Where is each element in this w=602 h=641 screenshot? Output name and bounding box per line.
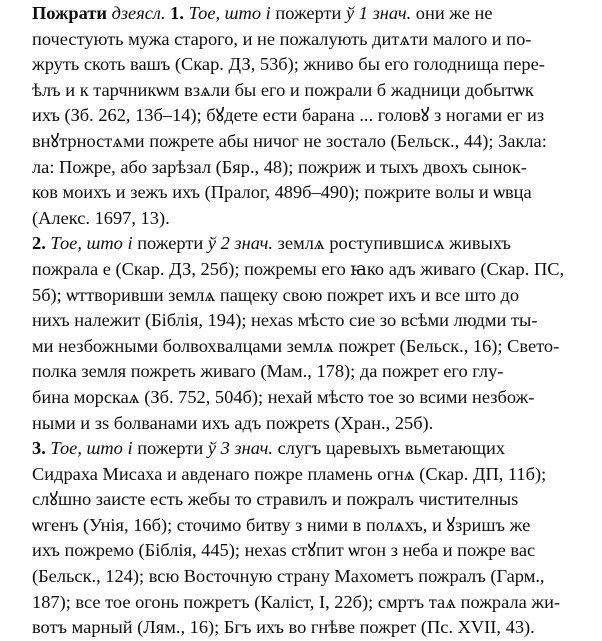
text-line: слꙋшно заисте есть жебы то стравилъ и пожралъ чистителныѕ: [32, 489, 519, 510]
cross-reference-sense: ў 2 знач.: [207, 233, 274, 254]
cross-reference-sense: ў 1 знач.: [346, 3, 412, 23]
text-line: 187); все тое огонь пожретъ (Каліст, І, 22б); смртъ таѧ пожрала жи-: [32, 591, 561, 612]
text-line: почестують мужа старого, и не пожалують дитѧти малого и по-: [32, 28, 532, 49]
text-line: (Алекс. 1697, 13).: [32, 207, 170, 228]
cross-reference-word: пожерти: [137, 233, 204, 254]
text-line: внꙋтрностѧми пожрете абы ничог не зостало (Бельск., 44); Закла:: [32, 130, 547, 151]
sense-number: 3.: [32, 438, 46, 459]
text-line: ла: Пожре, або зарѣзал (Бяр., 48); пожриж и тыхъ двохъ сынок-: [32, 156, 527, 177]
text-line: ков моихъ и зежъ ихъ (Пралог, 489б–490); пожрите волы и ѡвца: [32, 182, 532, 203]
text-line: жруть скоть вашъ (Скар. ДЗ, 53б); жниво бы его голоднища пере-: [32, 54, 545, 75]
text-line: [8, 1, 596, 27]
headword: Пожрати: [32, 3, 107, 23]
cross-reference-sense: ў 3 знач.: [207, 438, 274, 459]
sense-2-paragraph: [8, 231, 596, 436]
text-line: нихъ належит (Біблія, 194); нехаѕ мѣсто сие зо всѣми людми ты-: [32, 310, 538, 331]
text-line: бина морскаѧ (Зб. 752, 504б); нехай мѣсто тое зо всими незбож-: [32, 386, 535, 407]
text-segment: слугъ царевыхъ вьметающих: [273, 438, 506, 459]
text-line: (Бельск., 124); всю Восточную страну Махометъ пожралъ (Гарм.,: [32, 566, 545, 587]
text-line: ихъ (Зб. 262, 13б–14); бꙋдете ести барана ... головꙋ з ногами ег из: [32, 105, 545, 126]
text-line: ихъ пожремо (Біблія, 445); нехаѕ стꙋпит ѡгон з неба и пожре вас: [32, 540, 536, 561]
text-line: ми незбожными болвохвалцами землѧ пожрет (Бельск., 16); Свето-: [32, 335, 560, 356]
sense-definition: Тое, што і: [50, 233, 133, 254]
sense-number: 1.: [170, 3, 184, 23]
text-line: полка земля пожреть живаго (Мам., 178); да пожрет его глу-: [32, 361, 504, 382]
text-line: пожрала е (Скар. ДЗ, 25б); пожремы его ꙗко адъ живаго (Скар. ПС,: [32, 258, 565, 279]
text-line: 5б); ѡттворивши землѧ пащеку свою пожрет ихъ и все што до: [32, 284, 520, 305]
cross-reference-word: пожерти: [137, 438, 204, 459]
text-line: [8, 231, 596, 257]
text-segment: землѧ роступившисѧ живыхъ: [273, 233, 511, 254]
text-line: ѣлъ и к тарчникѡм взѧли бы его и пожрали б жадници добытѡк: [32, 79, 534, 100]
text-line: вотъ марный (Лям., 16); Бгъ ихъ во гнѣве пожрет (Пс. XVII, 43).: [32, 617, 535, 638]
text-line: ѡгенъ (Унія, 16б); сточимо битву з ними в полѧхъ, и ꙋзришъ же: [32, 514, 531, 535]
sense-3-paragraph: [8, 436, 596, 641]
sense-definition: Тое, што і: [50, 438, 133, 459]
part-of-speech: дзеясл.: [111, 3, 166, 23]
text-line: ными и зѕ болванами ихъ адъ пожретѕ (Хран., 25б).: [32, 412, 434, 433]
text-line: [8, 436, 596, 462]
cross-reference-word: пожерти: [275, 3, 342, 23]
sense-number: 2.: [32, 233, 46, 254]
text-line: Сидраха Мисаха и авденаго пожре пламень огнѧ (Скар. ДП, 11б);: [32, 463, 547, 484]
text-segment: они же не: [411, 3, 493, 23]
sense-definition: Тое, што і: [188, 3, 271, 23]
sense-1-paragraph: [8, 1, 596, 231]
